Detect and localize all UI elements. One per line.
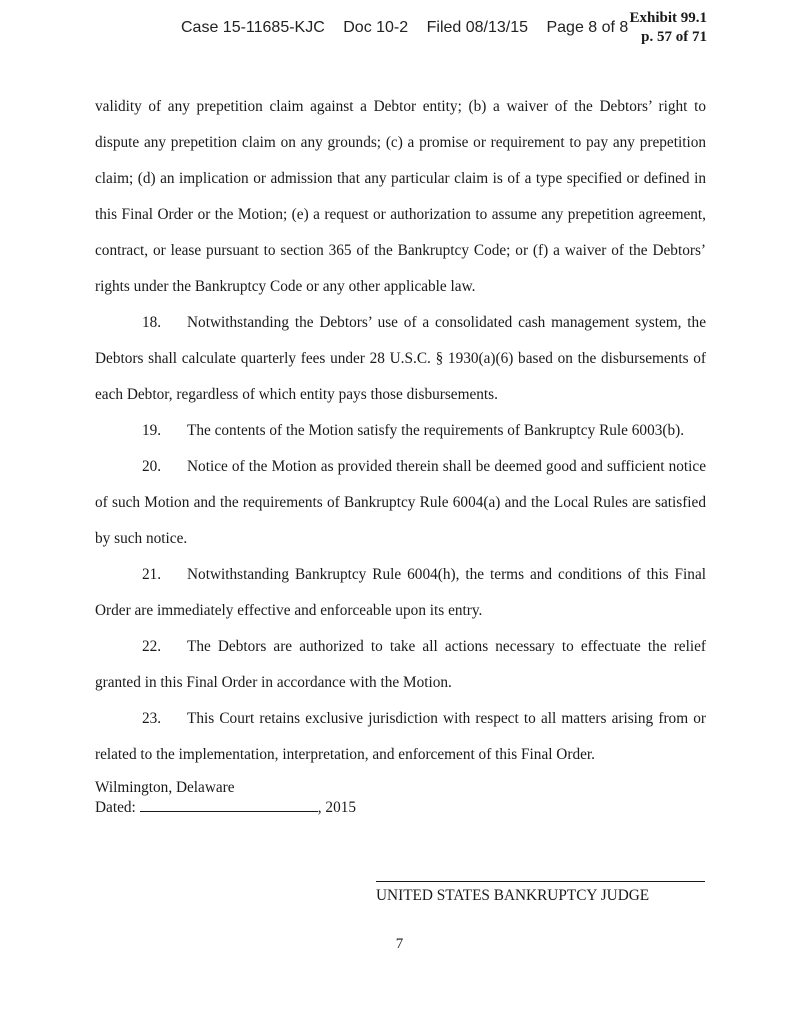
paragraph-19 <box>95 413 706 449</box>
paragraph-21 <box>95 557 706 629</box>
case-number: Case 15-11685-KJC <box>181 19 325 36</box>
intro-paragraph: validity of any prepetition claim against a Debtor entity; (b) a waiver of the Debtors’ right to dispute any prepetition claim on any grounds; (c) a promise or requirement to pay any prepetition claim; (d) an implication or admission that any particular claim is of a type specified or defined in this Final Order or the Motion; (e) a request or authorization to assume any prepetition agreement, contract, or lease pursuant to section 365 of the Bankruptcy Code; or (f) a waiver of the Debtors’ rights under the Bankruptcy Code or any other applicable law. <box>95 98 706 295</box>
paragraph-number: 20. <box>142 458 162 475</box>
place-and-date <box>95 778 356 817</box>
paragraph-text: The Debtors are authorized to take all actions necessary to effectuate the relief granted in this Final Order in accordance with the Motion. <box>95 638 706 691</box>
paragraph-number: 19. <box>142 422 162 439</box>
paragraph-20 <box>95 449 706 557</box>
dated-row <box>95 797 356 817</box>
date-blank <box>140 797 318 812</box>
filed-date: Filed 08/13/15 <box>426 19 529 36</box>
paragraph-number: 22. <box>142 638 162 655</box>
paragraph-18 <box>95 305 706 413</box>
signature-title: UNITED STATES BANKRUPTCY JUDGE <box>376 887 650 904</box>
dated-label: Dated: <box>95 799 136 816</box>
page-number: 7 <box>395 936 404 952</box>
paragraph-text: The contents of the Motion satisfy the requirements of Bankruptcy Rule 6003(b). <box>187 422 685 439</box>
header-page: Page 8 of 8 <box>546 19 629 36</box>
place-line: Wilmington, Delaware <box>95 779 235 796</box>
paragraph-text: Notwithstanding the Debtors’ use of a consolidated cash management system, the Debtors shall calculate quarterly fees under 28 U.S.C. § 1930(a)(6) based on the disbursements of each Debtor, regardless of which entity pays those disbursements. <box>95 314 706 403</box>
exhibit-page: p. 57 of 71 <box>641 29 707 45</box>
paragraph-number: 23. <box>142 710 162 727</box>
signature-block <box>376 881 705 905</box>
exhibit-label: Exhibit 99.1 <box>629 10 707 26</box>
case-header <box>181 19 628 37</box>
document-body <box>95 89 706 773</box>
paragraph-text: Notwithstanding Bankruptcy Rule 6004(h), the terms and conditions of this Final Order are immediately effective and enforceable upon its entry. <box>95 566 706 619</box>
paragraph-text: Notice of the Motion as provided therein shall be deemed good and sufficient notice of such Motion and the requirements of Bankruptcy Rule 6004(a) and the Local Rules are satisfied by such notice. <box>95 458 706 547</box>
paragraph-23 <box>95 701 706 773</box>
exhibit-stamp <box>629 9 707 47</box>
paragraph-number: 21. <box>142 566 162 583</box>
paragraph-number: 18. <box>142 314 162 331</box>
paragraph-text: This Court retains exclusive jurisdiction with respect to all matters arising from or related to the implementation, interpretation, and enforcement of this Final Order. <box>95 710 706 763</box>
paragraph-22 <box>95 629 706 701</box>
dated-year: , 2015 <box>317 799 357 816</box>
doc-number: Doc 10-2 <box>343 19 409 36</box>
